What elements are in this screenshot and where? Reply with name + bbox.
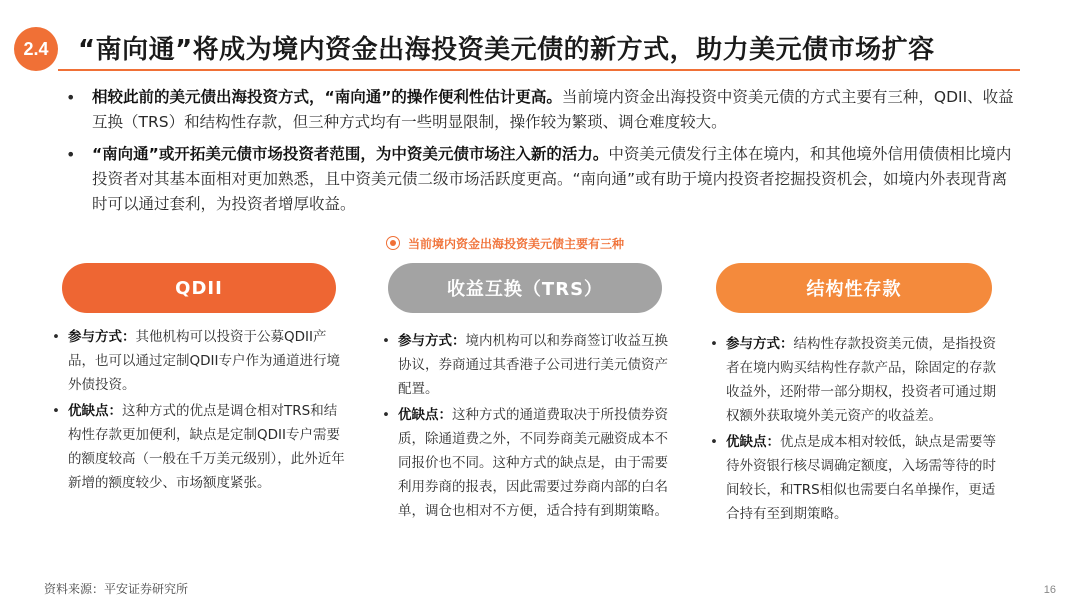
pros-cons-text: 这种方式的通道费取决于所投债券资质，除通道费之外，不同券商美元融资成本不同报价也不同。这种方式的缺点是，由于需要利用券商的报表，因此需要过券商内部的白名单，调仓也相对不方便，适合持有到期策略。 xyxy=(398,407,668,519)
pros-cons-item xyxy=(708,430,1000,526)
page-number: 16 xyxy=(1043,584,1056,596)
figure-caption-text: 当前境内资金出海投资美元债主要有三种 xyxy=(408,236,625,251)
participation-text: 境内机构可以和券商签订收益互换协议，券商通过其香港子公司进行美元债资产配置。 xyxy=(398,333,668,397)
intro-bullet-text: 当前境内资金出海投资中资美元债的方式主要有三种，QDII、收益互换（TRS）和结构性存款，但三种方式均有一些明显限制，操作较为繁琐、调仓难度较大。 xyxy=(92,88,1014,131)
pros-cons-text: 这种方式的优点是调仓相对TRS和结构性存款更加便利，缺点是定制QDII专户需要的额度较高（一般在千万美元级别），此外近年新增的额度较少、市场额度紧张。 xyxy=(68,403,345,491)
participation-text: 结构性存款投资美元债，是指投资者在境内购买结构性存款产品，除固定的存款收益外，还附带一部分期权，投资者可通过期权额外获取境外美元资产的收益差。 xyxy=(726,336,996,424)
method-column-trs xyxy=(380,329,676,525)
participation-label: 参与方式： xyxy=(398,333,466,349)
pros-cons-text: 优点是成本相对较低，缺点是需要等待外资银行核尽调确定额度，入场需等待的时间较长，和TRS相似也需要白名单操作，更适合持有至到期策略。 xyxy=(726,434,996,522)
participation-item xyxy=(50,325,348,397)
method-pill-qdii: QDII xyxy=(62,263,336,313)
intro-bullet-text: 中资美元债发行主体在境内，和其他境外信用债债相比境内投资者对其基本面相对更加熟悉，且中资美元债二级市场活跃度更高。“南向通”或有助于境内投资者挖掘投资机会，如境内外表现背离时可以通过套利，为投资者增厚收益。 xyxy=(92,145,1012,213)
method-column-qdii xyxy=(50,325,348,497)
participation-label: 参与方式： xyxy=(68,329,136,345)
pros-cons-label: 优缺点： xyxy=(398,407,452,423)
participation-item xyxy=(380,329,676,401)
participation-label: 参与方式： xyxy=(726,336,794,352)
intro-bullets xyxy=(60,85,1020,224)
source-note: 资料来源：平安证券研究所 xyxy=(44,582,189,596)
participation-text: 其他机构可以投资于公募QDII产品，也可以通过定制QDII专户作为通道进行境外债投资。 xyxy=(68,329,340,393)
pros-cons-label: 优缺点： xyxy=(726,434,780,450)
pros-cons-item xyxy=(380,403,676,523)
intro-bullet-convenience xyxy=(60,85,1020,135)
intro-bullet-bold: “南向通”或开拓美元债市场投资者范围，为中资美元债市场注入新的活力。 xyxy=(92,145,609,163)
method-pill-trs: 收益互换（TRS） xyxy=(388,263,662,313)
participation-item xyxy=(708,332,1000,428)
radio-dot-icon xyxy=(386,236,400,250)
method-pill-structured-deposit: 结构性存款 xyxy=(716,263,992,313)
figure-caption xyxy=(386,233,624,253)
title-divider xyxy=(58,69,1020,71)
method-column-structured-deposit xyxy=(708,332,1000,528)
intro-bullet-bold: 相较此前的美元债出海投资方式，“南向通”的操作便利性估计更高。 xyxy=(92,88,562,106)
pros-cons-label: 优缺点： xyxy=(68,403,122,419)
page-title: “南向通”将成为境内资金出海投资美元债的新方式，助力美元债市场扩容 xyxy=(78,35,935,65)
intro-bullet-investor-scope xyxy=(60,142,1020,217)
section-number-badge: 2.4 xyxy=(14,27,58,71)
pros-cons-item xyxy=(50,399,348,495)
